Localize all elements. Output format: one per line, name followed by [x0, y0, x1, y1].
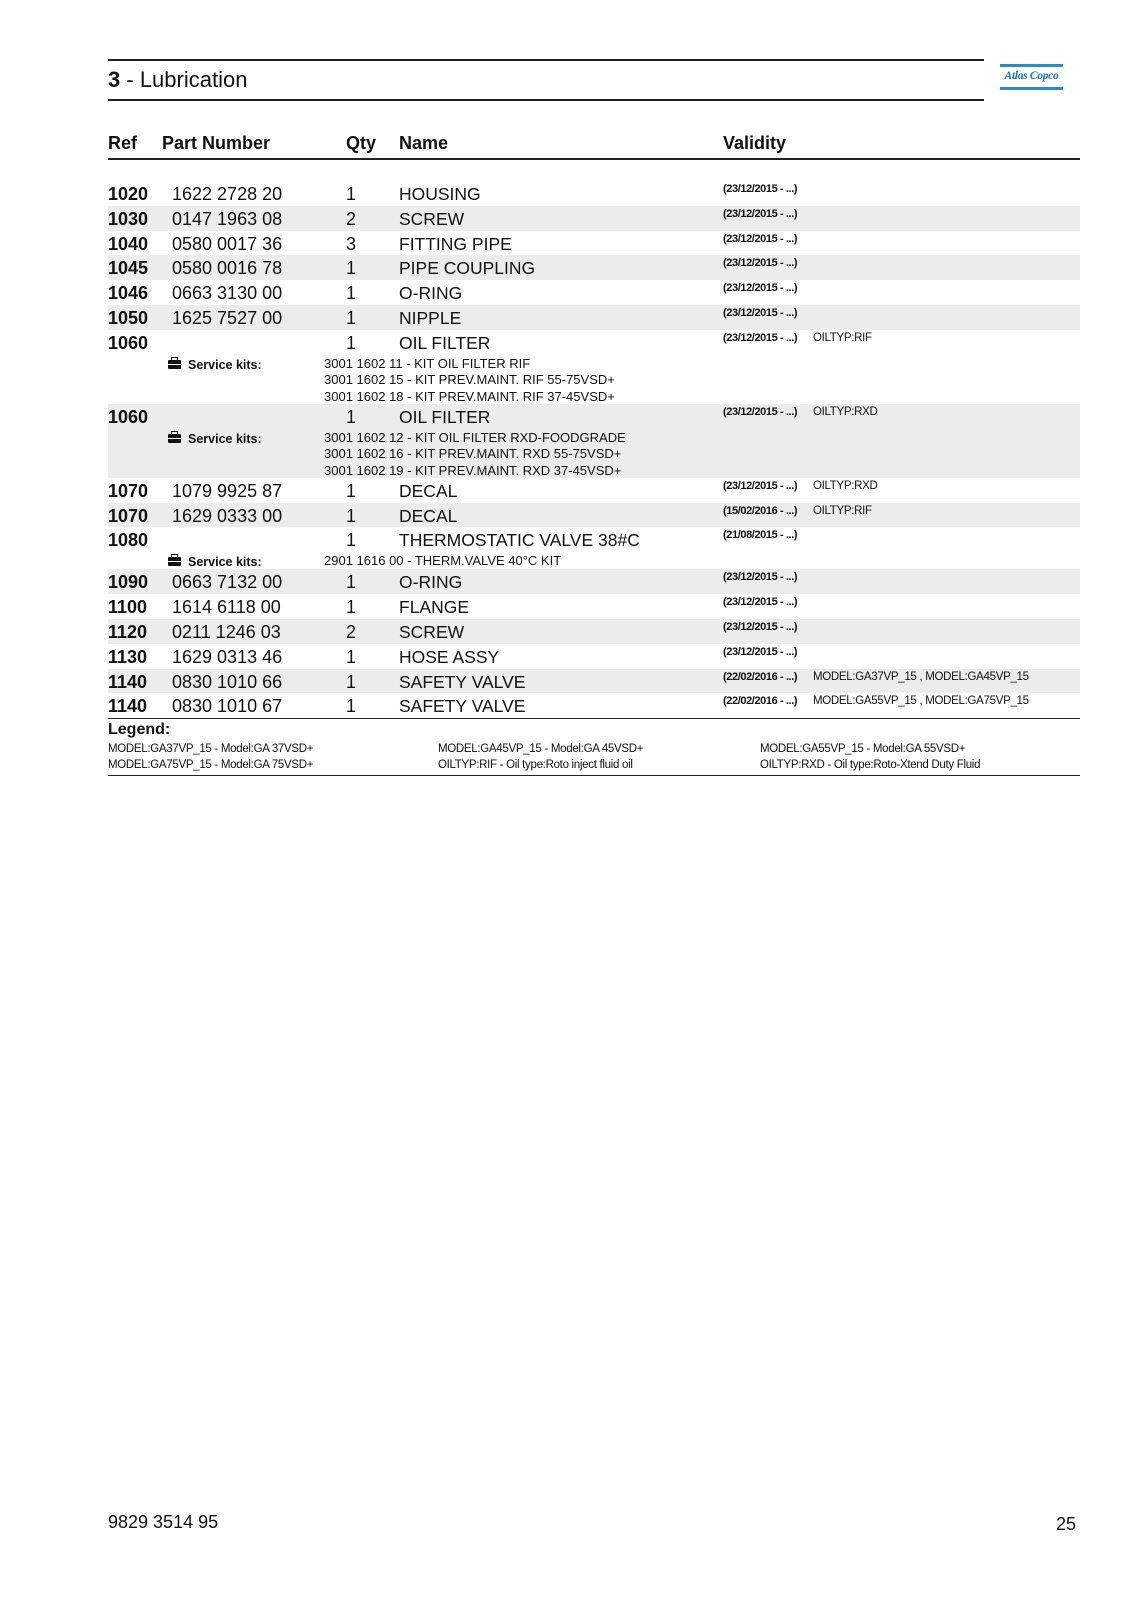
qty-cell: 1	[346, 572, 357, 593]
header-qty: Qty	[346, 133, 377, 153]
name-cell: THERMOSTATIC VALVE 38#C	[399, 530, 640, 551]
validity-cell: (23/12/2015 - ...)	[723, 207, 798, 220]
validity-cell: (23/12/2015 - ...)	[723, 282, 798, 295]
table-row	[108, 594, 1080, 619]
toolbox-icon	[168, 557, 181, 566]
name-cell: SCREW	[399, 621, 465, 642]
name-cell: SAFETY VALVE	[399, 671, 526, 692]
qty-cell: 1	[346, 530, 357, 551]
ref-cell: 1020	[108, 184, 149, 204]
qty-cell: 2	[346, 208, 357, 229]
name-cell: DECAL	[399, 505, 458, 526]
ref-cell: 1060	[108, 332, 149, 353]
header-validity: Validity	[723, 133, 787, 153]
name-cell: NIPPLE	[399, 307, 462, 328]
service-kits-label	[168, 432, 262, 446]
section-number: 3	[108, 67, 121, 92]
legend-title: Legend:	[108, 721, 171, 738]
part-number-cell: 0580 0016 78	[172, 258, 283, 279]
validity-cell: (23/12/2015 - ...)	[723, 645, 798, 658]
part-number-cell: 0663 7132 00	[172, 572, 283, 593]
logo-text: Atlas Copco	[1004, 70, 1059, 82]
qty-cell: 3	[346, 233, 357, 254]
service-kits-list	[324, 356, 615, 406]
ref-cell: 1120	[108, 621, 148, 642]
atlas-copco-logo	[1000, 64, 1063, 94]
part-number-cell: 1079 9925 87	[172, 480, 283, 501]
service-kits-label	[168, 555, 262, 569]
table-row	[108, 330, 1080, 404]
part-number-cell: 0147 1963 08	[172, 208, 283, 229]
validity-cell: (23/12/2015 - ...)	[723, 405, 798, 418]
name-cell: SCREW	[399, 208, 465, 229]
validity-cell: (23/12/2015 - ...)	[723, 232, 798, 245]
table-row	[108, 255, 1080, 280]
ref-cell: 1090	[108, 572, 149, 593]
page-title	[108, 67, 247, 93]
qty-cell: 1	[346, 696, 357, 717]
service-kit-item: 3001 1602 18 - KIT PREV.MAINT. RIF 37-45VSD+	[324, 388, 615, 404]
service-kit-item: 3001 1602 12 - KIT OIL FILTER RXD-FOODGRADE	[324, 429, 626, 445]
qty-cell: 2	[346, 621, 357, 642]
legend-item: OILTYP:RXD - Oil type:Roto-Xtend Duty Fluid	[760, 759, 981, 771]
ref-cell: 1050	[108, 307, 149, 328]
name-cell: FITTING PIPE	[399, 233, 512, 254]
qty-cell: 1	[346, 283, 357, 304]
ref-cell: 1045	[108, 258, 149, 279]
validity-condition-cell: MODEL:GA55VP_15 , MODEL:GA75VP_15	[813, 695, 1029, 708]
table-row	[108, 206, 1080, 231]
table-row	[108, 527, 1080, 569]
qty-cell: 1	[346, 480, 357, 501]
part-number-cell: 1629 0313 46	[172, 646, 283, 667]
name-cell: HOSE ASSY	[399, 646, 500, 667]
service-kit-item: 3001 1602 15 - KIT PREV.MAINT. RIF 55-75VSD+	[324, 372, 615, 388]
validity-cell: (23/12/2015 - ...)	[723, 331, 798, 344]
qty-cell: 1	[346, 597, 357, 618]
table-row	[108, 503, 1080, 528]
part-number-cell: 0830 1010 67	[172, 696, 283, 717]
qty-cell: 1	[346, 307, 357, 328]
ref-cell: 1060	[108, 406, 149, 427]
table-row	[108, 619, 1080, 644]
legend-item: MODEL:GA37VP_15 - Model:GA 37VSD+	[108, 743, 314, 755]
ref-cell: 1140	[108, 696, 148, 717]
ref-cell: 1040	[108, 233, 149, 254]
validity-cell: (23/12/2015 - ...)	[723, 306, 798, 319]
ref-cell: 1070	[108, 480, 149, 501]
validity-condition-cell: OILTYP:RIF	[813, 331, 872, 344]
qty-cell: 1	[346, 671, 357, 692]
validity-cell: (23/12/2015 - ...)	[723, 596, 798, 609]
toolbox-icon	[168, 360, 181, 369]
logo-top-bar	[1000, 64, 1063, 67]
legend-item: MODEL:GA75VP_15 - Model:GA 75VSD+	[108, 759, 314, 771]
name-cell: OIL FILTER	[399, 406, 491, 427]
validity-cell: (23/12/2015 - ...)	[723, 571, 798, 584]
name-cell: DECAL	[399, 480, 458, 501]
table-row	[108, 404, 1080, 478]
toolbox-icon	[168, 434, 181, 443]
header-ref: Ref	[108, 133, 138, 153]
name-cell: PIPE COUPLING	[399, 258, 536, 279]
validity-condition-cell: OILTYP:RIF	[813, 504, 872, 517]
validity-cell: (22/02/2016 - ...)	[723, 695, 798, 708]
section-title: - Lubrication	[126, 67, 248, 92]
ref-cell: 1080	[108, 530, 149, 551]
validity-cell: (21/08/2015 - ...)	[723, 529, 798, 542]
ref-cell: 1100	[108, 597, 148, 618]
table-row	[108, 305, 1080, 330]
part-number-cell: 1622 2728 20	[172, 184, 283, 204]
name-cell: O-RING	[399, 283, 463, 304]
table-row	[108, 478, 1080, 503]
legend-item: MODEL:GA45VP_15 - Model:GA 45VSD+	[438, 743, 644, 755]
part-number-cell: 0830 1010 66	[172, 671, 283, 692]
table-row	[108, 181, 1080, 206]
validity-cell: (23/12/2015 - ...)	[723, 257, 798, 270]
service-kits-text: Service kits:	[188, 555, 262, 570]
validity-condition-cell: MODEL:GA37VP_15 , MODEL:GA45VP_15	[813, 670, 1029, 683]
ref-cell: 1140	[108, 671, 148, 692]
validity-cell: (22/02/2016 - ...)	[723, 670, 798, 683]
part-number-cell: 0663 3130 00	[172, 283, 283, 304]
qty-cell: 1	[346, 258, 357, 279]
ref-cell: 1070	[108, 505, 149, 526]
logo-bottom-bar	[1000, 87, 1063, 90]
qty-cell: 1	[346, 184, 357, 204]
part-number-cell: 0580 0017 36	[172, 233, 283, 254]
qty-cell: 1	[346, 505, 357, 526]
service-kits-text: Service kits:	[188, 431, 262, 446]
ref-cell: 1130	[108, 646, 148, 667]
part-number-cell: 1614 6118 00	[172, 597, 281, 618]
validity-cell: (23/12/2015 - ...)	[723, 479, 798, 492]
header-part-number: Part Number	[162, 133, 271, 153]
table-row	[108, 693, 1080, 718]
table-row	[108, 231, 1080, 256]
service-kit-item: 3001 1602 16 - KIT PREV.MAINT. RXD 55-75VSD+	[324, 446, 622, 462]
service-kits-list	[324, 430, 626, 480]
validity-cell: (23/12/2015 - ...)	[723, 183, 798, 195]
document-number: 9829 3514 95	[108, 1512, 219, 1532]
legend-item: MODEL:GA55VP_15 - Model:GA 55VSD+	[760, 743, 966, 755]
legend	[108, 718, 1080, 776]
part-number-cell: 1629 0333 00	[172, 505, 283, 526]
name-cell: HOUSING	[399, 184, 481, 204]
table-row	[108, 644, 1080, 669]
table-row	[108, 280, 1080, 305]
page-header	[108, 59, 984, 101]
header-name: Name	[399, 133, 449, 153]
name-cell: SAFETY VALVE	[399, 696, 526, 717]
ref-cell: 1030	[108, 208, 149, 229]
part-number-cell: 1625 7527 00	[172, 307, 283, 328]
service-kits-label	[168, 358, 262, 372]
table-row	[108, 569, 1080, 594]
name-cell: FLANGE	[399, 597, 470, 618]
parts-table	[108, 181, 1080, 718]
qty-cell: 1	[346, 332, 357, 353]
qty-cell: 1	[346, 646, 357, 667]
part-number-cell: 0211 1246 03	[172, 621, 281, 642]
legend-item: OILTYP:RIF - Oil type:Roto inject fluid oil	[438, 759, 633, 771]
service-kit-item: 3001 1602 11 - KIT OIL FILTER RIF	[324, 355, 531, 371]
validity-condition-cell: OILTYP:RXD	[813, 479, 878, 492]
validity-condition-cell: OILTYP:RXD	[813, 405, 878, 418]
table-row	[108, 669, 1080, 694]
service-kits-text: Service kits:	[188, 357, 262, 372]
service-kit-item: 2901 1616 00 - THERM.VALVE 40°C KIT	[324, 553, 562, 569]
qty-cell: 1	[346, 406, 357, 427]
page-number: 25	[1056, 1514, 1077, 1534]
validity-cell: (23/12/2015 - ...)	[723, 620, 798, 633]
name-cell: OIL FILTER	[399, 332, 491, 353]
table-header	[108, 128, 1080, 160]
validity-cell: (15/02/2016 - ...)	[723, 504, 798, 517]
service-kits-list	[324, 553, 561, 570]
name-cell: O-RING	[399, 572, 463, 593]
service-kit-item: 3001 1602 19 - KIT PREV.MAINT. RXD 37-45VSD+	[324, 462, 622, 478]
ref-cell: 1046	[108, 283, 149, 304]
